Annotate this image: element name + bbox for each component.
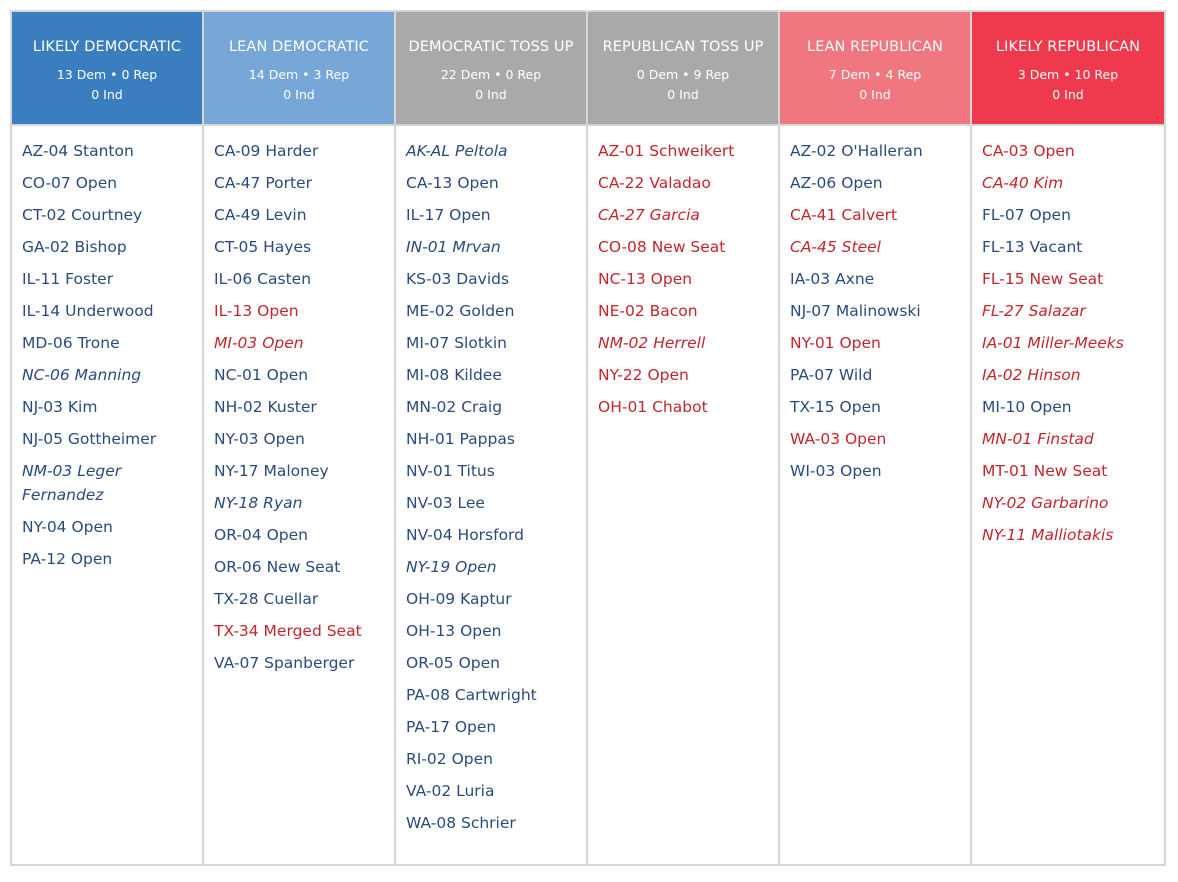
race-item[interactable]: IL-11 Foster	[22, 270, 114, 288]
race-item[interactable]: NY-18 Ryan	[214, 494, 303, 512]
race-item[interactable]: CA-40 Kim	[982, 174, 1064, 192]
race-item[interactable]: FL-15 New Seat	[982, 270, 1104, 288]
race-item[interactable]: CT-02 Courtney	[22, 206, 143, 224]
race-item[interactable]: IL-06 Casten	[214, 270, 312, 288]
race-item[interactable]: IL-17 Open	[406, 206, 491, 224]
race-item[interactable]: CO-07 Open	[22, 174, 118, 192]
race-item[interactable]: VA-07 Spanberger	[214, 654, 355, 672]
column-title: LEAN DEMOCRATIC	[228, 39, 370, 55]
race-item[interactable]: IL-14 Underwood	[22, 302, 154, 320]
race-item[interactable]: PA-07 Wild	[790, 366, 873, 384]
race-item[interactable]: NC-13 Open	[598, 270, 693, 288]
race-list	[588, 126, 778, 427]
column-header	[780, 12, 970, 126]
race-item[interactable]: CA-22 Valadao	[598, 174, 711, 192]
column-counts: 22 Dem • 0 Rep	[440, 67, 542, 82]
column-title: DEMOCRATIC TOSS UP	[408, 39, 574, 55]
column-ind-count: 0 Ind	[859, 87, 891, 102]
column-ind-count: 0 Ind	[283, 87, 315, 102]
race-item[interactable]: NV-04 Horsford	[406, 526, 524, 544]
race-item[interactable]: PA-12 Open	[22, 550, 113, 568]
race-item[interactable]: AK-AL Peltola	[406, 142, 508, 160]
race-item[interactable]: GA-02 Bishop	[22, 238, 127, 256]
race-item[interactable]: NY-04 Open	[22, 518, 113, 536]
race-item[interactable]: VA-02 Luria	[406, 782, 495, 800]
race-item[interactable]: NY-01 Open	[790, 334, 881, 352]
race-item[interactable]: MT-01 New Seat	[982, 462, 1108, 480]
race-item[interactable]: PA-08 Cartwright	[406, 686, 537, 704]
column-counts: 14 Dem • 3 Rep	[248, 67, 350, 82]
race-item[interactable]: WA-03 Open	[790, 430, 887, 448]
column-header	[12, 12, 202, 126]
race-item[interactable]: NE-02 Bacon	[598, 302, 698, 320]
race-item[interactable]: FL-13 Vacant	[982, 238, 1083, 256]
column-header	[204, 12, 394, 126]
race-item[interactable]: IL-13 Open	[214, 302, 299, 320]
race-item[interactable]: CA-45 Steel	[790, 238, 881, 256]
column-counts: 7 Dem • 4 Rep	[828, 67, 922, 82]
race-item[interactable]: CA-47 Porter	[214, 174, 312, 192]
race-item[interactable]: NJ-07 Malinowski	[790, 302, 921, 320]
race-item[interactable]: WI-03 Open	[790, 462, 882, 480]
column-header	[396, 12, 586, 126]
race-item[interactable]: KS-03 Davids	[406, 270, 510, 288]
race-item[interactable]: NY-11 Malliotakis	[982, 526, 1114, 544]
race-item[interactable]: AZ-06 Open	[790, 174, 883, 192]
column-header	[972, 12, 1164, 126]
race-item[interactable]: TX-15 Open	[790, 398, 881, 416]
race-item[interactable]: OR-06 New Seat	[214, 558, 341, 576]
race-item[interactable]: NV-01 Titus	[406, 462, 495, 480]
race-item[interactable]: NY-02 Garbarino	[982, 494, 1109, 512]
race-item[interactable]: OH-09 Kaptur	[406, 590, 512, 608]
race-item[interactable]: RI-02 Open	[406, 750, 493, 768]
race-item[interactable]: NY-19 Open	[406, 558, 497, 576]
race-item[interactable]: PA-17 Open	[406, 718, 497, 736]
column-dem-tossup	[396, 12, 588, 864]
race-item[interactable]: MI-03 Open	[214, 334, 304, 352]
race-item[interactable]: TX-34 Merged Seat	[214, 622, 362, 640]
race-item[interactable]: IN-01 Mrvan	[406, 238, 501, 256]
race-item[interactable]: NH-02 Kuster	[214, 398, 317, 416]
column-ind-count: 0 Ind	[1052, 87, 1084, 102]
race-item[interactable]: NM-02 Herrell	[598, 334, 706, 352]
race-item[interactable]: TX-28 Cuellar	[214, 590, 319, 608]
race-item[interactable]: NY-22 Open	[598, 366, 689, 384]
race-item[interactable]: CA-13 Open	[406, 174, 499, 192]
race-list	[396, 126, 586, 843]
race-item[interactable]: OR-05 Open	[406, 654, 500, 672]
race-item[interactable]: MI-08 Kildee	[406, 366, 502, 384]
column-counts: 13 Dem • 0 Rep	[56, 67, 158, 82]
race-item[interactable]: MN-01 Finstad	[982, 430, 1094, 448]
race-item[interactable]: NV-03 Lee	[406, 494, 485, 512]
column-likely-rep	[972, 12, 1164, 864]
race-list	[12, 126, 202, 579]
race-item[interactable]: CT-05 Hayes	[214, 238, 312, 256]
race-item[interactable]: FL-07 Open	[982, 206, 1071, 224]
column-likely-dem	[12, 12, 204, 864]
column-ind-count: 0 Ind	[91, 87, 123, 102]
race-item[interactable]: MN-02 Craig	[406, 398, 503, 416]
column-counts: 0 Dem • 9 Rep	[636, 67, 730, 82]
race-item[interactable]: CA-49 Levin	[214, 206, 307, 224]
column-title: REPUBLICAN TOSS UP	[602, 39, 764, 55]
race-item[interactable]: NJ-03 Kim	[22, 398, 98, 416]
column-lean-dem	[204, 12, 396, 864]
race-item[interactable]: IA-03 Axne	[790, 270, 875, 288]
race-item[interactable]: CA-03 Open	[982, 142, 1075, 160]
race-item[interactable]: OR-04 Open	[214, 526, 308, 544]
column-ind-count: 0 Ind	[667, 87, 699, 102]
race-item[interactable]: OH-01 Chabot	[598, 398, 708, 416]
column-ind-count: 0 Ind	[475, 87, 507, 102]
race-item[interactable]: OH-13 Open	[406, 622, 502, 640]
race-item[interactable]: ME-02 Golden	[406, 302, 515, 320]
column-title: LEAN REPUBLICAN	[807, 39, 943, 55]
race-item[interactable]: FL-27 Salazar	[982, 302, 1086, 320]
race-list	[204, 126, 394, 683]
race-item[interactable]: AZ-02 O'Halleran	[790, 142, 923, 160]
race-item[interactable]: NY-03 Open	[214, 430, 305, 448]
race-item[interactable]: NM-03 Leger Fernandez	[22, 462, 122, 504]
race-item[interactable]: CA-09 Harder	[214, 142, 319, 160]
race-item[interactable]: NC-01 Open	[214, 366, 309, 384]
column-title: LIKELY DEMOCRATIC	[32, 39, 182, 55]
race-item[interactable]: CA-41 Calvert	[790, 206, 898, 224]
race-item[interactable]: IA-02 Hinson	[982, 366, 1081, 384]
race-item[interactable]: AZ-01 Schweikert	[598, 142, 735, 160]
race-item[interactable]: MD-06 Trone	[22, 334, 120, 352]
column-header	[588, 12, 778, 126]
column-title: LIKELY REPUBLICAN	[995, 39, 1141, 55]
race-list	[972, 126, 1164, 555]
race-item[interactable]: IA-01 Miller-Meeks	[982, 334, 1124, 352]
race-item[interactable]: NC-06 Manning	[22, 366, 142, 384]
race-item[interactable]: NY-17 Maloney	[214, 462, 329, 480]
race-item[interactable]: MI-10 Open	[982, 398, 1072, 416]
race-item[interactable]: MI-07 Slotkin	[406, 334, 507, 352]
column-lean-rep	[780, 12, 972, 864]
race-list	[780, 126, 970, 491]
column-rep-tossup	[588, 12, 780, 864]
race-item[interactable]: AZ-04 Stanton	[22, 142, 134, 160]
race-item[interactable]: CA-27 Garcia	[598, 206, 700, 224]
race-item[interactable]: NH-01 Pappas	[406, 430, 515, 448]
race-item[interactable]: CO-08 New Seat	[598, 238, 726, 256]
column-counts: 3 Dem • 10 Rep	[1017, 67, 1119, 82]
ratings-board	[10, 10, 1166, 866]
race-item[interactable]: WA-08 Schrier	[406, 814, 516, 832]
race-item[interactable]: NJ-05 Gottheimer	[22, 430, 157, 448]
